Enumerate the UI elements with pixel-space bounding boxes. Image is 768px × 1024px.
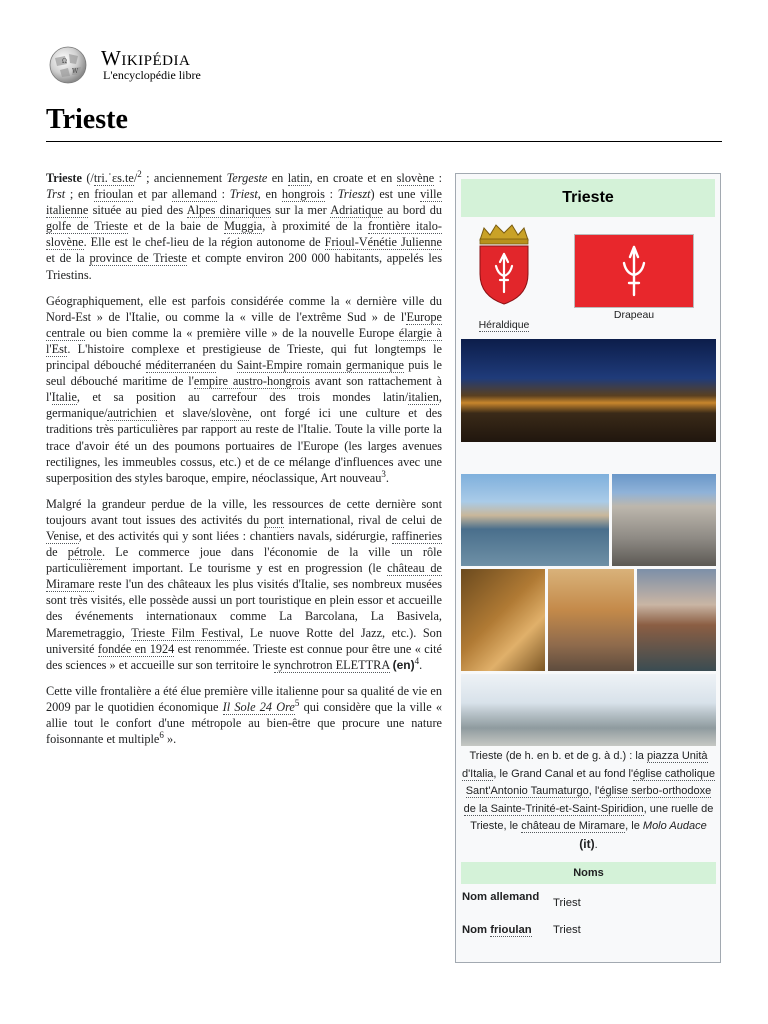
text: , germanique/ <box>46 390 442 421</box>
text: Cette ville frontalière a été élue première ville italienne pour sa qualité de vie en 2009 par le quotidien économique <box>46 683 442 714</box>
text: avant son rattachement à l' <box>46 374 442 405</box>
link-frioulan-row[interactable]: frioulan <box>490 924 532 936</box>
text: . Le commerce joue dans l'économie de la ville un rôle particulièrement important. Le tourisme y est en progression (le <box>46 545 442 576</box>
text: reste l'un des châteaux les plus visités d'Italie, ses nombreux musées sont très visités, elle possède aussi un port touristique en plein essor et accueille des événements internationaux comme La Barcolana, La Basivela, Maremetraggio, <box>46 577 442 640</box>
wikipedia-globe-icon[interactable] <box>45 44 91 84</box>
subject-name: Trieste <box>46 171 82 185</box>
language-indicator[interactable]: (it) <box>579 836 595 851</box>
link-empire-austro-hongrois[interactable]: empire austro-hongrois <box>193 374 311 389</box>
link-slovene-2[interactable]: slovène <box>211 406 249 421</box>
text: et par <box>133 187 172 202</box>
text: : <box>324 187 338 202</box>
footnote-ref[interactable]: 3 <box>381 468 386 479</box>
link-fondee-en-1924[interactable]: fondée en 1924 <box>97 641 175 656</box>
photo-street[interactable] <box>548 569 634 671</box>
text: située au pied des <box>88 203 187 218</box>
link-frioulan[interactable]: frioulan <box>94 187 134 202</box>
text: sur la mer <box>270 203 331 218</box>
text: , Le nuove Rotte del Jazz, etc.). Son université <box>46 625 442 656</box>
photo-molo-audace[interactable] <box>461 674 716 746</box>
link-sant-antonio[interactable]: église catholique Sant'Antonio Taumaturgo <box>465 767 716 797</box>
text: . <box>419 657 423 672</box>
footnote-ref[interactable]: 6 <box>159 730 164 740</box>
link-autrichien[interactable]: autrichien <box>107 406 157 421</box>
row-value: Triest <box>553 924 581 936</box>
link-raffineries[interactable]: raffineries <box>391 528 442 543</box>
link-adriatique[interactable]: Adriatique <box>330 203 383 218</box>
text: : <box>434 171 442 185</box>
footnote-ref[interactable]: 5 <box>294 697 300 708</box>
text: du <box>215 358 237 373</box>
link-serbian-church[interactable]: église serbo-orthodoxe de la Sainte-Trinité-et-Saint-Spiridion <box>463 785 712 815</box>
photo-fountain[interactable] <box>461 569 545 671</box>
text: Trieste (de h. en b. et de g. à d.) : la <box>469 750 647 762</box>
link-miramare[interactable]: château de Miramare <box>521 820 626 832</box>
text: ou bien comme la « première ville » de la nouvelle Europe <box>84 325 399 340</box>
svg-text:Ω: Ω <box>62 58 67 65</box>
text: Trst <box>46 187 66 202</box>
text: (/ <box>81 171 94 185</box>
link-synchrotron-elettra[interactable]: synchrotron ELETTRA <box>273 657 390 672</box>
link-alpes-dinariques[interactable]: Alpes dinariques <box>186 203 271 218</box>
text: Molo Audace <box>642 820 707 832</box>
geography-paragraph <box>46 293 442 486</box>
site-tagline: L'encyclopédie libre <box>103 68 201 82</box>
link-italienne[interactable]: italienne <box>46 203 89 218</box>
row-label: Nom allemand <box>462 891 540 903</box>
section-header-noms: Noms <box>461 862 716 884</box>
text: . <box>385 470 389 485</box>
link-frontiere-italo-slovene[interactable]: frontière italo-slovène <box>46 219 442 250</box>
text: ; en <box>65 187 95 202</box>
link-slovene[interactable]: slovène <box>396 171 435 185</box>
text: et de la <box>46 251 90 266</box>
text: au bord du <box>382 203 443 218</box>
economy-paragraph <box>46 496 442 673</box>
link-province-de-trieste[interactable]: province de Trieste <box>89 251 187 266</box>
pronunciation-link[interactable]: tri.ˈɛs.te <box>93 171 134 185</box>
text: ; anciennement <box>141 171 227 185</box>
text: , ont forgé ici une culture et des traditions très particulières par rapport au reste de l'Italie. Toute la ville porte la trace d'avoir été un des poumons portuaires de l'Europe (les larges avenues rectilignes, les immeubles cossus, etc.) et de ce mélange d'influences avec une superposition des styles baroque, empire, néoclassique, Art nouveau <box>46 406 442 485</box>
flag-image[interactable] <box>574 234 694 308</box>
site-name[interactable]: Wikipédia <box>101 46 191 70</box>
text: , et sa position au carrefour des trois mondes latin/ <box>76 390 409 405</box>
text: , le Grand Canal et au fond l' <box>493 767 634 780</box>
text: Triest <box>229 187 258 202</box>
text: qui considère que la ville « allie tout le confort d'une métropole au bien-être que procure une nature foisonnante et multiple <box>46 699 442 747</box>
text: est renommée. Trieste est connue pour être une « cité des sciences » et accueille sur son territoire le <box>46 641 442 672</box>
link-muggia[interactable]: Muggia <box>223 219 263 234</box>
text: et de la baie de <box>127 219 224 234</box>
link-saint-empire[interactable]: Saint-Empire romain germanique <box>236 358 404 373</box>
text: , et des activités qui y sont liées : chantiers navals, sidérurgie, <box>78 528 392 543</box>
text: , le <box>625 820 643 832</box>
text: Malgré la grandeur perdue de la ville, les ressources de cette dernière sont toujours avant tout issues des activités du <box>46 496 442 527</box>
link-frioul-venetie-julienne[interactable]: Frioul-Vénétie Julienne <box>324 235 442 250</box>
link-elargie-a-lest[interactable]: élargie à l'Est <box>46 325 442 356</box>
link-italien[interactable]: italien <box>408 390 439 405</box>
photo-serbian-church[interactable] <box>612 474 716 566</box>
text: Trieszt <box>337 187 371 202</box>
text: . Elle est le chef-lieu de la région autonome de <box>83 235 325 250</box>
infobox <box>455 173 721 963</box>
halberd-icon <box>575 235 693 307</box>
link-chateau-de-miramare[interactable]: château de Miramare <box>46 561 442 592</box>
text: , l' <box>588 785 600 797</box>
text: de <box>46 545 68 560</box>
text: et slave/ <box>156 406 212 421</box>
text: . <box>594 838 598 851</box>
link-italie[interactable]: Italie <box>51 390 77 405</box>
text: Nom <box>462 924 491 936</box>
coat-of-arms-icon[interactable] <box>474 222 534 306</box>
intro-paragraph <box>46 170 442 283</box>
infobox-title: Trieste <box>461 179 715 217</box>
link-allemand[interactable]: allemand <box>171 187 217 202</box>
text: Géographiquement, elle est parfois considérée comme la « dernière ville du Nord-Est » de l'Italie, ou comme la « ville de l'extrême Sud » de l' <box>46 293 442 324</box>
link-hongrois[interactable]: hongrois <box>281 187 325 202</box>
quality-paragraph <box>46 683 442 747</box>
title-divider <box>46 141 722 142</box>
infobox-caption <box>461 748 716 854</box>
link-il-sole-24-ore[interactable]: Il Sole 24 Ore <box>222 699 295 714</box>
photo-miramare-castle[interactable] <box>637 569 716 671</box>
language-indicator[interactable]: (en) <box>392 657 415 672</box>
svg-text:W: W <box>72 68 79 75</box>
link-europe-centrale[interactable]: Europe centrale <box>46 309 442 340</box>
article-body <box>46 170 442 757</box>
text: ) est une <box>370 187 421 202</box>
footnote-ref[interactable]: 4 <box>414 655 420 666</box>
link-venise[interactable]: Venise <box>46 528 79 543</box>
text: , en <box>257 187 282 202</box>
text: . L'histoire complexe et prestigieuse de Trieste, qui fut longtemps le principal débouché <box>46 341 442 373</box>
row-value: Triest <box>553 897 581 909</box>
link-mediterraneen[interactable]: méditerranéen <box>145 358 216 373</box>
page-title: Trieste <box>46 104 128 135</box>
photo-grand-canal[interactable] <box>461 474 609 566</box>
text: et compte environ 200 000 habitants, appelés les Triestins. <box>46 251 442 282</box>
text: : <box>216 187 230 202</box>
link-petrole[interactable]: pétrole <box>67 545 102 560</box>
text: en <box>267 171 288 185</box>
coat-caption-link[interactable]: Héraldique <box>478 319 530 331</box>
text: ». <box>163 732 177 747</box>
text: , en croate et en <box>309 171 397 185</box>
text: Tergeste <box>226 171 268 185</box>
text: international, rival de celui de <box>283 512 442 527</box>
text: , une ruelle de Trieste, le <box>470 802 714 832</box>
link-latin[interactable]: latin <box>287 171 310 185</box>
text: puis le seul débouché maritime de l' <box>46 358 442 389</box>
coat-caption <box>461 319 547 331</box>
photo-piazza-unita[interactable] <box>461 339 716 442</box>
flag-caption: Drapeau <box>613 309 655 321</box>
row-label <box>462 923 548 938</box>
link-trieste-film-festival[interactable]: Trieste Film Festival <box>131 625 241 640</box>
link-piazza-unita[interactable]: piazza Unità d'Italia <box>461 750 708 780</box>
link-golfe-de-trieste[interactable]: golfe de Trieste <box>46 219 128 234</box>
footnote-ref[interactable]: 2 <box>137 168 142 179</box>
text: , à proximité de la <box>262 219 368 234</box>
link-port[interactable]: port <box>263 512 284 527</box>
text: / <box>133 171 138 185</box>
link-ville[interactable]: ville <box>420 187 442 202</box>
